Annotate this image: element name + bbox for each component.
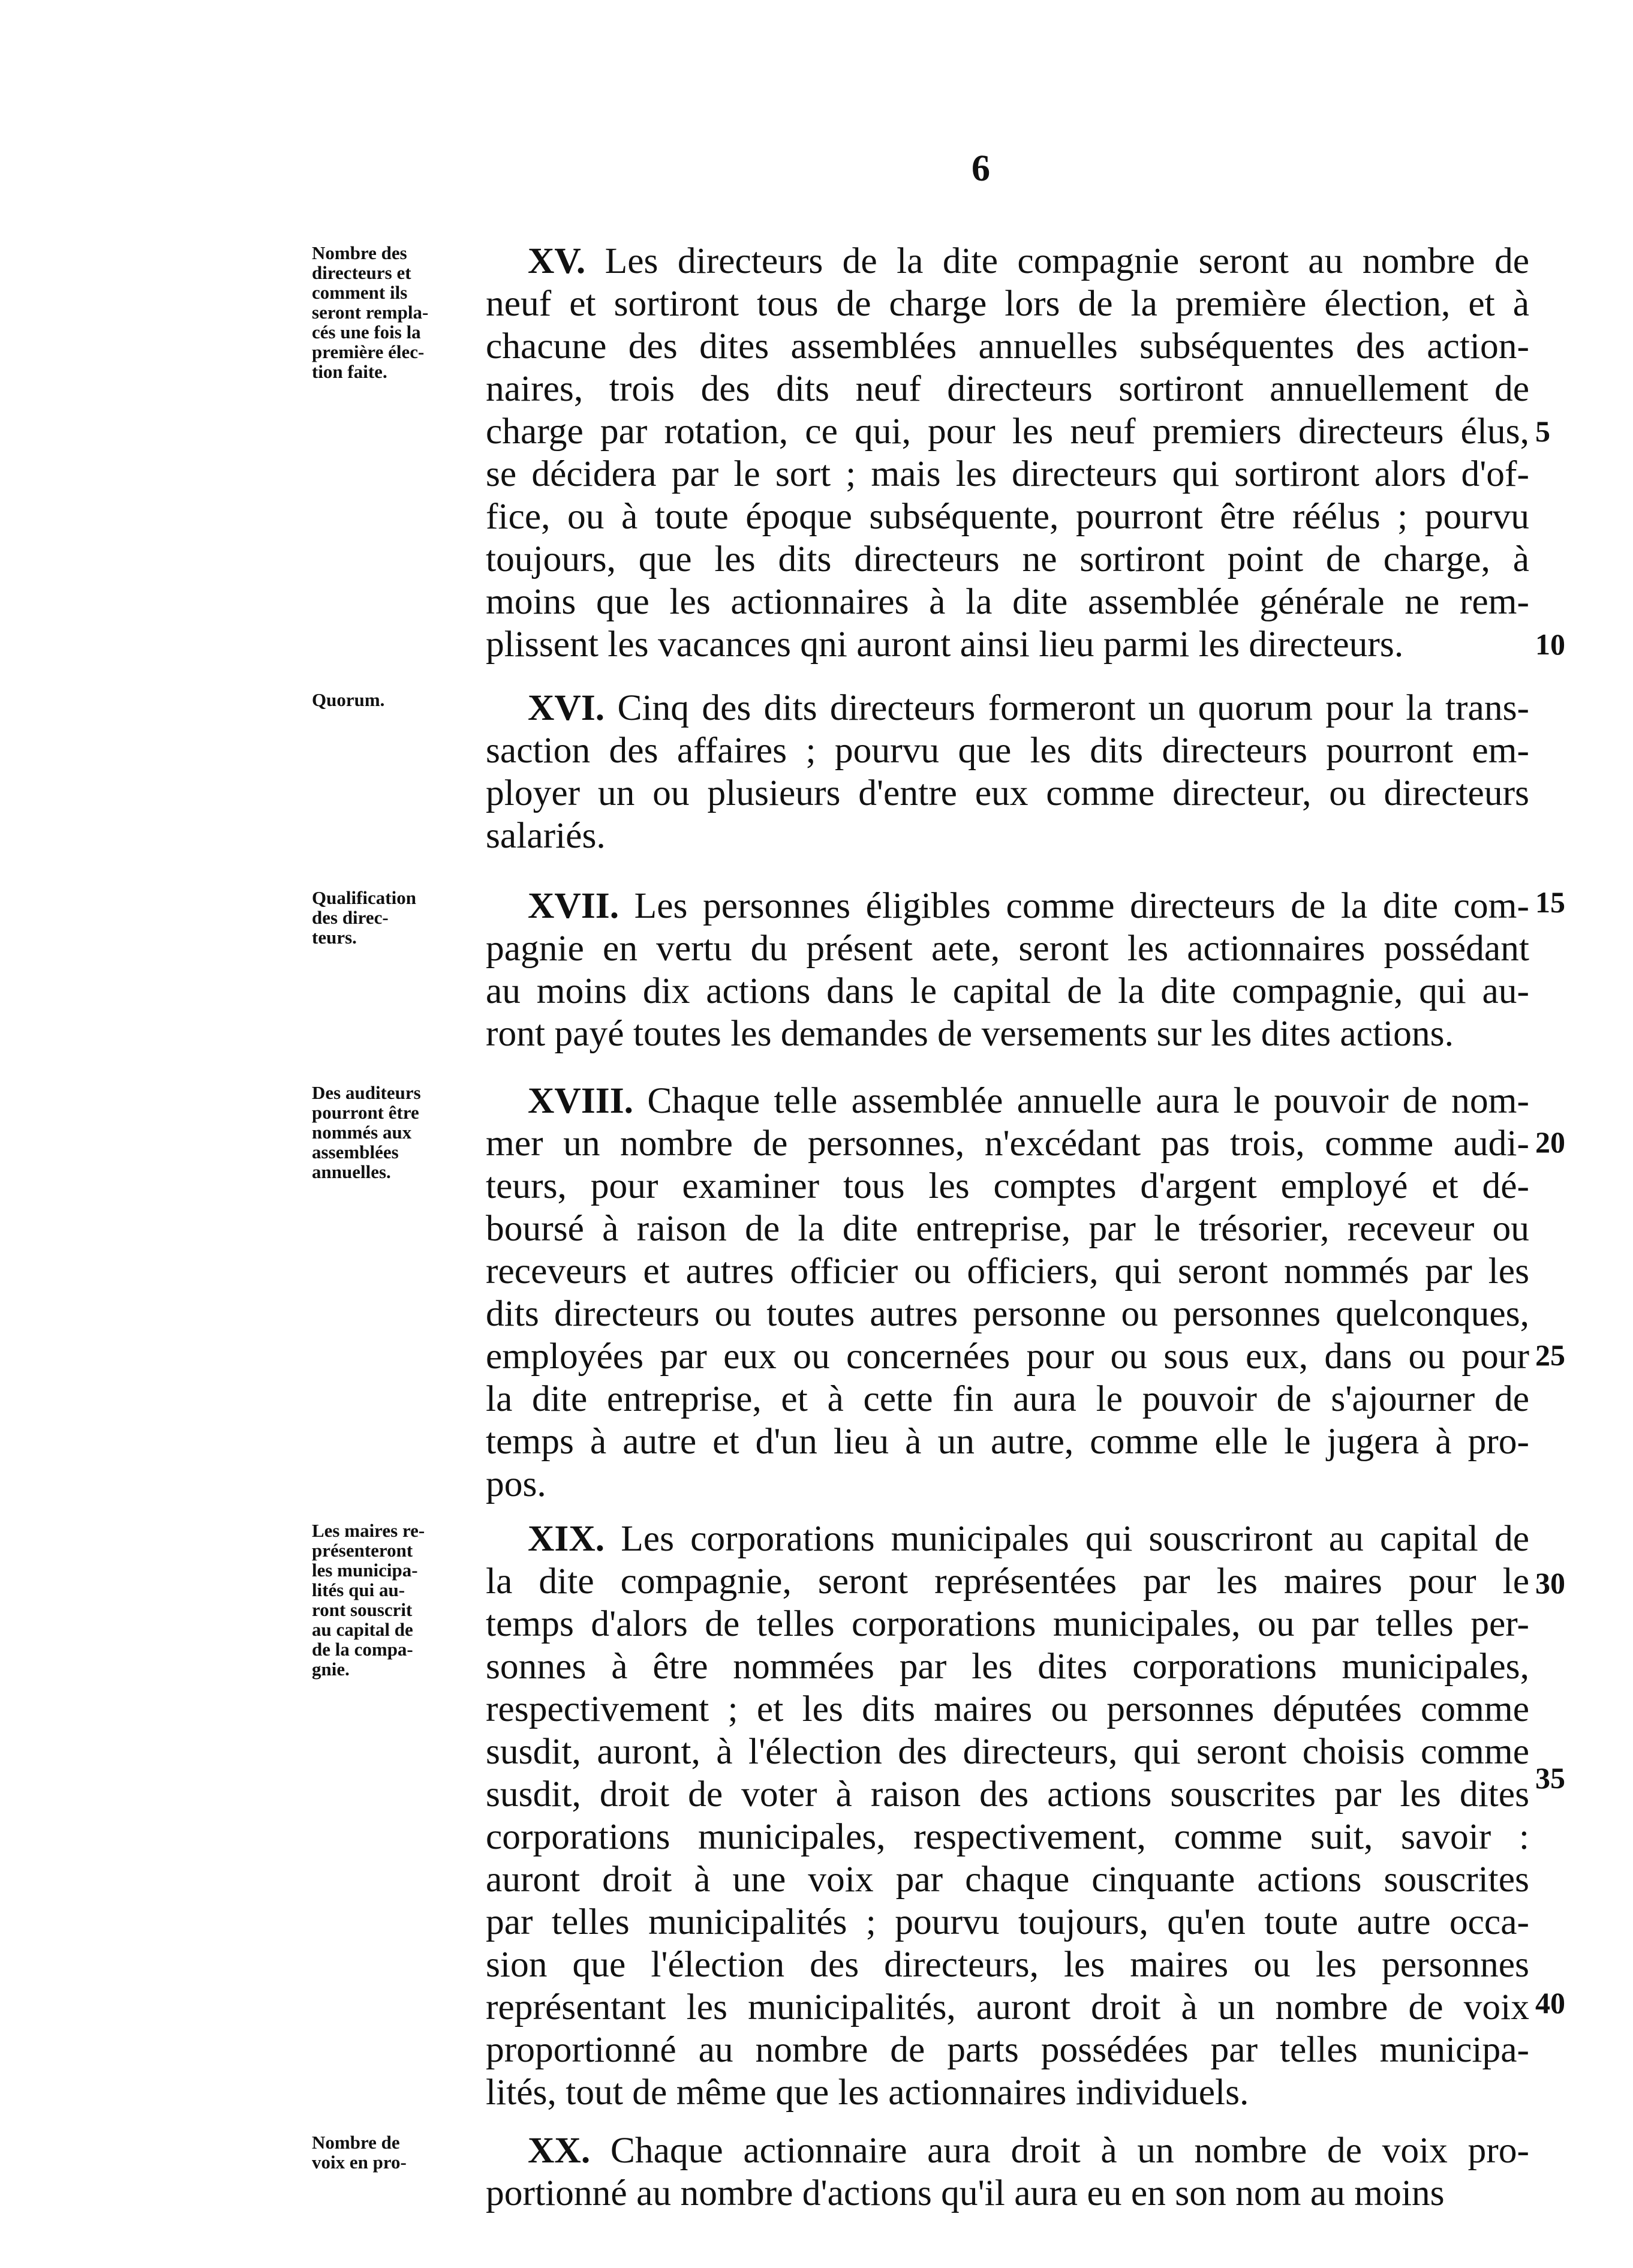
margin-note-line: les municipa-	[312, 1560, 418, 1581]
margin-note-line: Nombre des	[312, 242, 407, 263]
margin-note-line: Des auditeurs	[312, 1082, 421, 1103]
article-line: corporations municipales, respectivement, comme suit, savoir :	[486, 1816, 1529, 1857]
article-line: moins que les actionnaires à la dite assemblée générale ne rem-	[486, 581, 1529, 622]
line-number: 5	[1535, 414, 1550, 448]
article-line: salariés.	[486, 815, 606, 856]
margin-note-line: ront souscrit	[312, 1599, 413, 1620]
article-line: au moins dix actions dans le capital de la dite compagnie, qui au-	[486, 971, 1529, 1011]
article-line: ployer un ou plusieurs d'entre eux comme directeur, ou directeurs	[486, 773, 1529, 813]
article-first-line	[486, 1080, 1529, 1122]
article-text	[486, 1518, 1529, 2114]
margin-note-line: voix en pro-	[312, 2152, 407, 2173]
line-number: 20	[1535, 1125, 1565, 1159]
article-line: saction des affaires ; pourvu que les dits directeurs pourront em-	[486, 730, 1529, 771]
margin-note-line: assemblées	[312, 1141, 399, 1162]
article-line: lités, tout de même que les actionnaires individuels.	[486, 2072, 1249, 2113]
margin-note-line: gnie.	[312, 1659, 350, 1680]
margin-note-line: teurs.	[312, 927, 357, 948]
article-line-text: Les personnes éligibles comme directeurs de la dite com-	[634, 885, 1529, 926]
margin-note-line: première élec-	[312, 341, 425, 362]
margin-note	[312, 888, 450, 947]
article-numeral: XVIII.	[528, 1080, 648, 1121]
margin-note	[312, 1083, 450, 1182]
article-line-text: Chaque telle assemblée annuelle aura le pouvoir de nom-	[647, 1080, 1529, 1121]
article-line: charge par rotation, ce qui, pour les neuf premiers directeurs élus,	[486, 411, 1529, 452]
article-line: naires, trois des dits neuf directeurs sortiront annuellement de	[486, 368, 1529, 409]
article-line: pagnie en vertu du présent aete, seront les actionnaires possédant	[486, 928, 1529, 969]
article-line: la dite entreprise, et à cette fin aura le pouvoir de s'ajourner de	[486, 1378, 1529, 1419]
margin-note-line: au capital de	[312, 1619, 413, 1640]
article-text	[486, 1080, 1529, 1506]
article-line: receveurs et autres officier ou officiers, qui seront nommés par les	[486, 1251, 1529, 1291]
margin-note-line: annuelles.	[312, 1161, 391, 1182]
article-line: ront payé toutes les demandes de versements sur les dites actions.	[486, 1013, 1454, 1054]
article-line-text: Chaque actionnaire aura droit à un nombre de voix pro-	[610, 2130, 1530, 2171]
margin-note	[312, 690, 450, 710]
margin-note-line: directeurs et	[312, 262, 411, 283]
margin-note-line: Les maires re-	[312, 1520, 425, 1541]
margin-note-line: cés une fois la	[312, 322, 421, 343]
article-numeral: XX.	[528, 2130, 611, 2171]
margin-note-line: lités qui au-	[312, 1579, 405, 1600]
article-line: par telles municipalités ; pourvu toujours, qu'en toute autre occa-	[486, 1901, 1529, 1942]
article-line: boursé à raison de la dite entreprise, par le trésorier, receveur ou	[486, 1208, 1529, 1249]
margin-note-line: seront rempla-	[312, 302, 429, 323]
article-numeral: XVI.	[528, 687, 618, 728]
article-line-text: Les directeurs de la dite compagnie seront au nombre de	[605, 241, 1529, 281]
article-line: susdit, droit de voter à raison des actions souscrites par les dites	[486, 1774, 1529, 1815]
article-line: la dite compagnie, seront représentées par les maires pour le	[486, 1561, 1529, 1602]
margin-note-line: nommés aux	[312, 1122, 412, 1143]
article-first-line	[486, 240, 1529, 283]
article-line: dits directeurs ou toutes autres personne ou personnes quelconques,	[486, 1293, 1529, 1334]
line-number: 10	[1535, 627, 1565, 661]
margin-note-line: tion faite.	[312, 361, 387, 382]
article-line: plissent les vacances qni auront ainsi lieu parmi les directeurs.	[486, 624, 1404, 665]
article-line: fice, ou à toute époque subséquente, pourront être réélus ; pourvu	[486, 496, 1529, 537]
margin-note-line: présenteront	[312, 1540, 413, 1561]
margin-note-line: Quorum.	[312, 689, 385, 710]
margin-note-line: Nombre de	[312, 2132, 400, 2153]
article-line: se décidera par le sort ; mais les directeurs qui sortiront alors d'of-	[486, 453, 1529, 494]
article-numeral: XIX.	[528, 1518, 621, 1559]
article-numeral: XVII.	[528, 885, 634, 926]
margin-note	[312, 1521, 450, 1679]
article-line-text: Cinq des dits directeurs formeront un quorum pour la trans-	[617, 687, 1529, 728]
article-line: mer un nombre de personnes, n'excédant pas trois, comme audi-	[486, 1123, 1529, 1164]
article-line: pos.	[486, 1464, 546, 1504]
article-line: chacune des dites assemblées annuelles subséquentes des action-	[486, 326, 1529, 367]
margin-note-line: pourront être	[312, 1102, 419, 1123]
article-line: susdit, auront, à l'élection des directeurs, qui seront choisis comme	[486, 1731, 1529, 1772]
article-line: proportionné au nombre de parts possédées par telles municipa-	[486, 2029, 1529, 2070]
line-number: 15	[1535, 885, 1565, 919]
margin-note	[312, 2132, 450, 2172]
article-line: sion que l'élection des directeurs, les maires ou les personnes	[486, 1944, 1529, 1985]
article-text	[486, 2129, 1529, 2215]
line-number: 30	[1535, 1566, 1565, 1600]
article-line: sonnes à être nommées par les dites corporations municipales,	[486, 1646, 1529, 1687]
article-line: temps à autre et d'un lieu à un autre, comme elle le jugera à pro-	[486, 1421, 1529, 1462]
margin-note-line: des direc-	[312, 907, 389, 928]
page-number: 6	[972, 148, 990, 189]
margin-note-line: Qualification	[312, 887, 416, 908]
article-first-line	[486, 687, 1529, 729]
margin-note	[312, 243, 450, 381]
article-line: employées par eux ou concernées pour ou sous eux, dans ou pour	[486, 1336, 1529, 1377]
article-line: représentant les municipalités, auront droit à un nombre de voix	[486, 1987, 1529, 2027]
article-line: teurs, pour examiner tous les comptes d'argent employé et dé-	[486, 1165, 1529, 1206]
article-first-line	[486, 2129, 1529, 2172]
article-text	[486, 687, 1529, 857]
article-first-line	[486, 885, 1529, 927]
line-number: 35	[1535, 1761, 1565, 1795]
article-line: respectivement ; et les dits maires ou personnes députées comme	[486, 1689, 1529, 1729]
article-text	[486, 885, 1529, 1055]
margin-note-line: comment ils	[312, 282, 408, 303]
article-line: auront droit à une voix par chaque cinquante actions souscrites	[486, 1859, 1529, 1900]
article-first-line	[486, 1518, 1529, 1560]
article-line: toujours, que les dits directeurs ne sortiront point de charge, à	[486, 539, 1529, 579]
margin-note-line: de la compa-	[312, 1639, 413, 1660]
article-line-text: Les corporations municipales qui souscriront au capital de	[621, 1518, 1529, 1559]
article-numeral: XV.	[528, 241, 605, 281]
article-line: temps d'alors de telles corporations municipales, ou par telles per-	[486, 1603, 1529, 1644]
article-line: neuf et sortiront tous de charge lors de la première élection, et à	[486, 283, 1529, 324]
article-text	[486, 240, 1529, 666]
line-number: 25	[1535, 1338, 1565, 1372]
article-line: portionné au nombre d'actions qu'il aura eu en son nom au moins	[486, 2173, 1445, 2213]
line-number: 40	[1535, 1986, 1565, 2020]
